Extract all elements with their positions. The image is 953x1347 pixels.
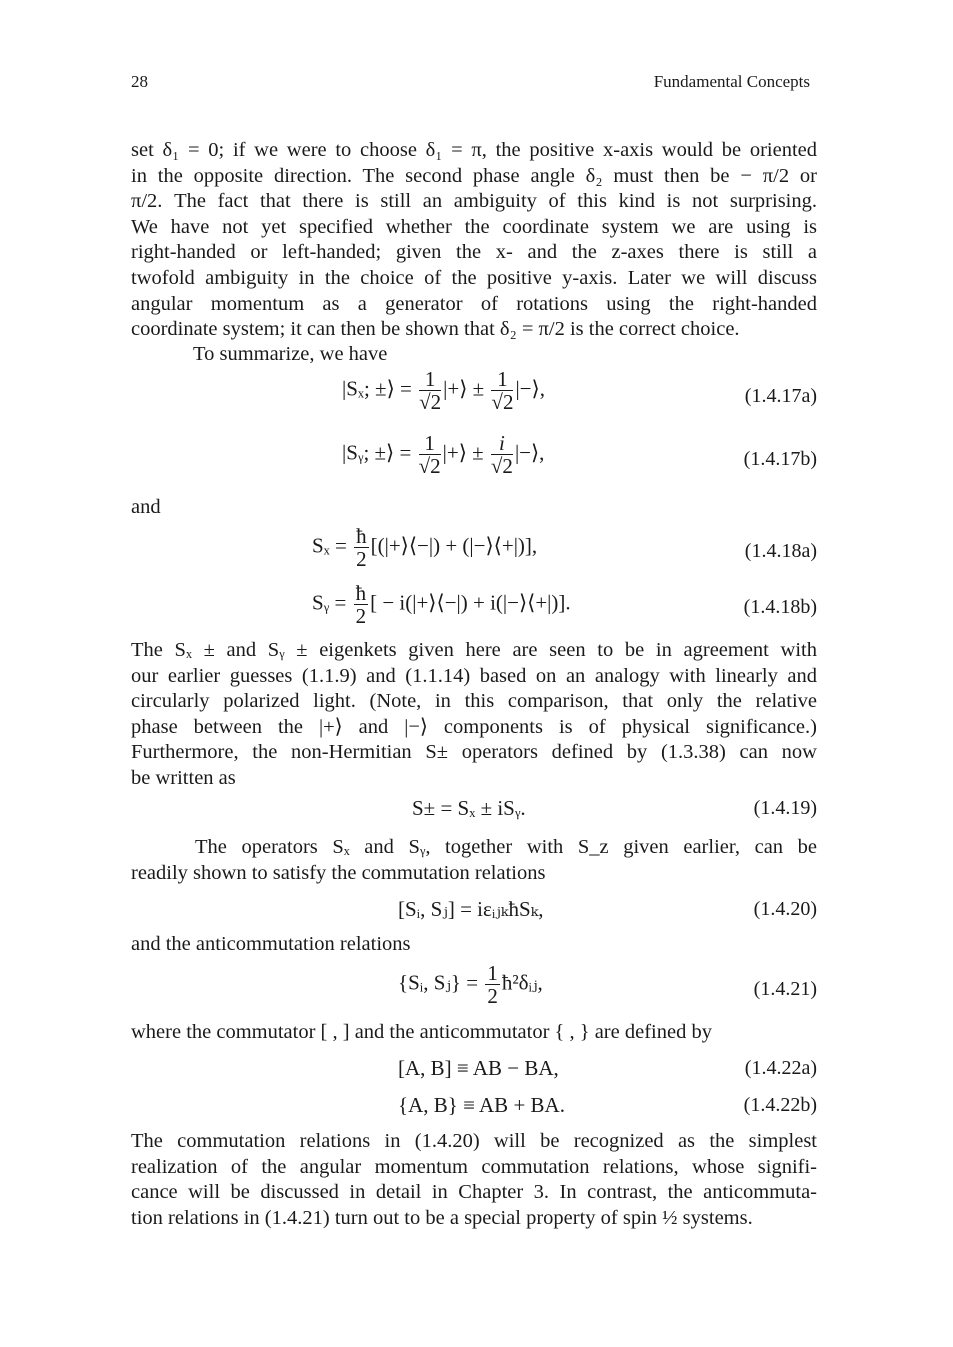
equation-label: (1.4.22a) xyxy=(744,1057,817,1079)
equation-1-4-22a: [A, B] ≡ AB − BA, xyxy=(398,1056,559,1080)
eq-rhs: ħ²δᵢⱼ, xyxy=(501,970,543,995)
fraction: $\frac{1}{√2}$ xyxy=(418,431,441,478)
connector-text: and xyxy=(131,496,161,518)
eq-mid: |+⟩ ± xyxy=(443,376,485,401)
fraction: $\frac{ħ}{2}$ xyxy=(356,524,367,571)
equation-1-4-17b xyxy=(342,432,544,477)
text-line: angular momentum as a generator of rotations using the right-handed xyxy=(131,292,817,315)
equation-label: (1.4.18b) xyxy=(743,596,817,618)
text-line: We have not yet specified whether the coordinate system we are using is xyxy=(131,215,817,238)
paragraph-summarize: To summarize, we have xyxy=(193,343,388,365)
fraction: $\frac{i}{√2}$ xyxy=(490,431,513,478)
eq-lhs: |Sₓ; ±⟩ = xyxy=(342,376,412,401)
equation-1-4-18b xyxy=(312,582,571,627)
text-line: our earlier guesses (1.1.9) and (1.1.14) based on an analogy with linearly and xyxy=(131,664,817,687)
text-line: coordinate system; it can then be shown that δ₂ = π/2 is the correct choice. xyxy=(131,318,740,341)
connector-text: where the commutator [ , ] and the anticommutator { , } are defined by xyxy=(131,1021,712,1043)
eq-body: [(|+⟩⟨−|) + (|−⟩⟨+|)], xyxy=(370,533,538,558)
eq-body: [ − i(|+⟩⟨−|) + i(|−⟩⟨+|)]. xyxy=(370,590,571,615)
equation-label: (1.4.22b) xyxy=(743,1094,817,1116)
fraction: $\frac{1}{√2}$ xyxy=(491,367,514,414)
fraction: $\frac{1}{√2}$ xyxy=(419,367,442,414)
equation-1-4-18a xyxy=(312,525,537,570)
fraction: $\frac{ħ}{2}$ xyxy=(355,581,367,628)
equation-1-4-17a xyxy=(342,368,545,413)
eq-lhs: Sᵧ = xyxy=(312,590,347,615)
fraction: $\frac{1}{2}$ xyxy=(487,961,498,1008)
paragraph-phase-ambiguity xyxy=(131,138,817,343)
text-line: realization of the angular momentum commutation relations, whose signifi- xyxy=(131,1155,817,1178)
equation-label: (1.4.18a) xyxy=(744,540,817,562)
text-line: right-handed or left-handed; given the x- and the z-axes there is still a xyxy=(131,241,817,264)
text-line: The commutation relations in (1.4.20) will be recognized as the simplest xyxy=(131,1130,817,1152)
page-number: 28 xyxy=(131,72,148,91)
equation-label: (1.4.19) xyxy=(753,797,817,819)
eq-lhs: |Sᵧ; ±⟩ = xyxy=(342,440,412,465)
eq-lhs: Sₓ = xyxy=(312,533,347,558)
text-line: tion relations in (1.4.21) turn out to be a special property of spin ½ systems. xyxy=(131,1206,753,1229)
text-line: cance will be discussed in detail in Chapter 3. In contrast, the anticommuta- xyxy=(131,1181,817,1204)
text-line: phase between the |+⟩ and |−⟩ components is of physical significance.) xyxy=(131,715,817,738)
eq-rhs: |−⟩, xyxy=(515,376,545,401)
paragraph-operators xyxy=(131,835,817,886)
text-line: in the opposite direction. The second phase angle δ₂ must then be − π/2 or xyxy=(131,164,817,187)
text-line: circularly polarized light. (Note, in this comparison, that only the relative xyxy=(131,690,817,713)
equation-1-4-19: S± = Sₓ ± iSᵧ. xyxy=(412,796,526,820)
text-line: twofold ambiguity in the choice of the positive y-axis. Later we will discuss xyxy=(131,266,817,289)
text-line: π/2. The fact that there is still an ambiguity of this kind is not surprising. xyxy=(131,190,817,213)
text-line: be written as xyxy=(131,766,236,789)
equation-1-4-22b: {A, B} ≡ AB + BA. xyxy=(398,1093,565,1117)
paragraph-commutation xyxy=(131,1129,817,1231)
equation-1-4-21 xyxy=(398,962,543,1007)
connector-text: and the anticommutation relations xyxy=(131,933,411,955)
text-line: set δ₁ = 0; if we were to choose δ₁ = π, the positive x-axis would be oriented xyxy=(131,139,817,161)
eq-lhs: {Sᵢ, Sⱼ} = xyxy=(398,970,479,995)
text-line: The Sₓ ± and Sᵧ ± eigenkets given here are seen to be in agreement with xyxy=(131,639,817,661)
eq-rhs: |−⟩, xyxy=(514,440,545,465)
paragraph-eigenkets xyxy=(131,638,817,792)
equation-label: (1.4.20) xyxy=(753,898,817,920)
text-line: readily shown to satisfy the commutation relations xyxy=(131,861,546,884)
equation-label: (1.4.17b) xyxy=(743,448,817,470)
equation-label: (1.4.21) xyxy=(753,978,817,1000)
running-title: Fundamental Concepts xyxy=(653,72,810,91)
equation-label: (1.4.17a) xyxy=(744,385,817,407)
equation-1-4-20: [Sᵢ, Sⱼ] = iεᵢⱼₖħSₖ, xyxy=(398,897,544,921)
eq-mid: |+⟩ ± xyxy=(442,440,484,465)
text-line: The operators Sₓ and Sᵧ, together with S_z given earlier, can be xyxy=(195,836,817,858)
text-line: Furthermore, the non-Hermitian S± operators defined by (1.3.38) can now xyxy=(131,741,817,764)
